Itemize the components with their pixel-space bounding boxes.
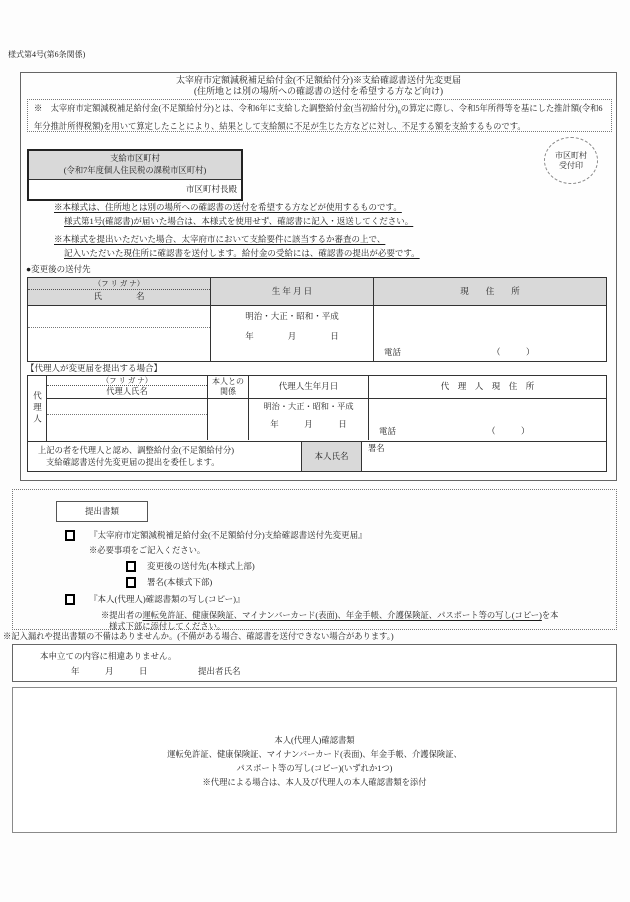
delegation-statement [28, 442, 302, 471]
receipt-stamp-line2: 受付印 [559, 161, 583, 170]
recipient-phone-row [384, 347, 602, 358]
review-note [54, 232, 420, 260]
recipient-phone-paren: （ ） [492, 346, 535, 357]
description-part1: ※ 太宰府市定額減税補足給付金(不足額給付分)とは、令和6年に支給した調整給付金(当初給付分) [34, 104, 398, 113]
agent-birthdate-input-cell[interactable] [249, 399, 369, 440]
receipt-stamp-circle [544, 137, 598, 184]
usage-note-line2: 様式第1号(確認書)が届いた場合は、本様式を使用せず、確認書に記入・返送してください。 [64, 216, 414, 226]
recipient-name-header-label: 氏 名 [93, 291, 145, 301]
document1-subitem2-label: 署名(本様式下部) [147, 577, 213, 587]
recipient-address-input-cell[interactable] [374, 306, 606, 361]
document2-label: 『本人(代理人)確認書類の写し(コピー)』 [89, 594, 245, 604]
municipality-addressee: 市区町村長殿 [185, 184, 237, 194]
agent-phone-label: 電話 [379, 425, 397, 436]
completeness-warning: ※記入漏れや提出書類の不備はありませんか。(不備がある場合、確認書を送付できない場合があります。) [3, 632, 394, 641]
recipient-table [27, 277, 607, 362]
recipient-name-input-cell[interactable] [28, 306, 211, 361]
document1-label: 『太宰府市定額減税補足給付金(不足額給付分)支給確認書送付先変更届』 [89, 530, 367, 540]
agent-section-label: 【代理人が変更届を提出する場合】 [26, 363, 163, 373]
agent-phone-row [379, 426, 602, 437]
usage-note-line1: ※本様式は、住所地とは別の場所への確認書の送付を希望する方などが使用するものです。 [54, 202, 402, 212]
document1-note: ※必要事項をご記入ください。 [89, 546, 206, 555]
agent-relation-line1: 本人との [212, 377, 244, 386]
document2-note-line2: 様式下部に添付してください。 [109, 622, 226, 631]
attachment-box[interactable] [12, 687, 617, 833]
agent-side-label-cell [28, 376, 47, 441]
documents-box-label: 提出書類 [56, 501, 148, 522]
agent-relation-line2: 関係 [220, 387, 236, 396]
recipient-furigana-header: （フ リ ガ ナ） [28, 278, 210, 290]
agent-date-blanks: 年 月 日 [270, 418, 347, 429]
recipient-phone-label: 電話 [384, 346, 402, 357]
description-note [27, 99, 612, 132]
agent-name-header-label: 代理人氏名 [106, 387, 148, 396]
delegation-line2: 支給確認書送付先変更届の提出を委任します。 [46, 458, 220, 467]
attachment-line3: パスポート等の写し(コピー)(いずれか1つ) [236, 764, 393, 773]
recipient-furigana-rule [28, 327, 210, 328]
recipient-address-header: 現 住 所 [374, 278, 606, 305]
document2-note-line1 [101, 611, 601, 622]
recipient-era-options: 明治・大正・昭和・平成 [245, 311, 339, 321]
recipient-birthdate-header: 生 年 月 日 [211, 278, 374, 305]
description-footnote-mark: n [397, 109, 401, 116]
agent-address-header: 代 理 人 現 住 所 [440, 381, 535, 392]
receipt-stamp-line1: 市区町村 [555, 151, 587, 160]
agent-phone-paren: （ ） [487, 425, 530, 436]
agent-era-options: 明治・大正・昭和・平成 [263, 402, 354, 411]
form-number: 様式第4号(第6条関係) [8, 50, 86, 59]
municipality-label [29, 151, 241, 180]
documents-section [12, 489, 617, 630]
document1-subitem1-label: 変更後の送付先(本様式上部) [147, 561, 255, 571]
agent-furigana-header: （フ リ ガ ナ） [47, 376, 207, 386]
document2-note-underlined: 運転免許証、健康保険証、マイナンバーカード(表面)、年金手帳、介護保険証、パスポート等の写し(コピー) [142, 611, 542, 620]
form-subtitle: (住所地とは別の場所への確認書の送付を希望する方など向け) [194, 86, 443, 96]
agent-side-label: 代理人 [32, 391, 43, 426]
agent-name-input-cell[interactable] [47, 399, 208, 440]
agent-table [27, 375, 607, 472]
attachment-line4: ※代理による場合は、本人及び代理人の本人確認書類を添付 [202, 778, 427, 787]
attachment-line2: 運転免許証、健康保険証、マイナンバーカード(表面)、年金手帳、介護保険証、 [167, 750, 462, 759]
municipality-line1: 支給市区町村 [110, 154, 160, 163]
municipality-line2: (令和7年度個人住民税の課税市区町村) [63, 166, 207, 175]
attachment-line1: 本人(代理人)確認書類 [274, 736, 355, 745]
agent-relation-input-cell[interactable] [208, 399, 249, 440]
signature-label: 署名 [368, 444, 385, 453]
municipality-box [27, 149, 243, 201]
form-title: 太宰府市定額減税補足給付金(不足額給付分)※支給確認書送付先変更届 [176, 75, 461, 85]
document1-subitem1-checkbox[interactable] [126, 561, 136, 572]
declaration-box [12, 644, 617, 682]
review-note-line1: ※本様式を提出いただいた場合、太宰府市において支給要件に該当するか審査の上で、 [54, 234, 386, 244]
review-note-line2: 記入いただいた現住所に確認書を送付します。給付金の受給には、確認書の提出が必要です。 [64, 248, 420, 258]
usage-note [54, 200, 413, 228]
agent-relation-header [208, 376, 249, 398]
document1-subitem2-checkbox[interactable] [126, 577, 136, 588]
submitter-name-field[interactable]: 提出者氏名 [198, 666, 241, 676]
recipient-name-header [28, 278, 211, 305]
declaration-statement: 本申立ての内容に相違ありません。 [40, 651, 177, 661]
declaration-date-field[interactable]: 年 月 日 [71, 666, 148, 676]
document2-note-prefix: ※提出者の [101, 611, 143, 620]
agent-address-input-cell[interactable] [369, 399, 606, 440]
delegation-line1: 上記の者を代理人と認め、調整給付金(不足額給付分) [38, 446, 235, 455]
description-part2: の算定に際し、令和5年所得等を基にした推計額(令和6年分推計所得税額)を用いて算定したことにより、結果として支給額に不足が生じた方などに対し、不足する額を支給するものです。 [34, 104, 603, 131]
document2-note-suffix: を本 [541, 611, 559, 620]
principal-name-label-cell: 本人氏名 [302, 442, 362, 471]
document2-checkbox[interactable] [65, 594, 75, 605]
document1-checkbox[interactable] [65, 530, 75, 541]
recipient-birthdate-input-cell[interactable] [211, 306, 374, 361]
signature-input-cell[interactable] [362, 442, 606, 471]
agent-furigana-rule [47, 414, 207, 415]
recipient-section-label: ●変更後の送付先 [26, 264, 91, 274]
agent-name-header [47, 376, 208, 398]
recipient-date-blanks: 年 月 日 [245, 331, 339, 342]
agent-birthdate-header: 代理人生年月日 [249, 376, 369, 398]
